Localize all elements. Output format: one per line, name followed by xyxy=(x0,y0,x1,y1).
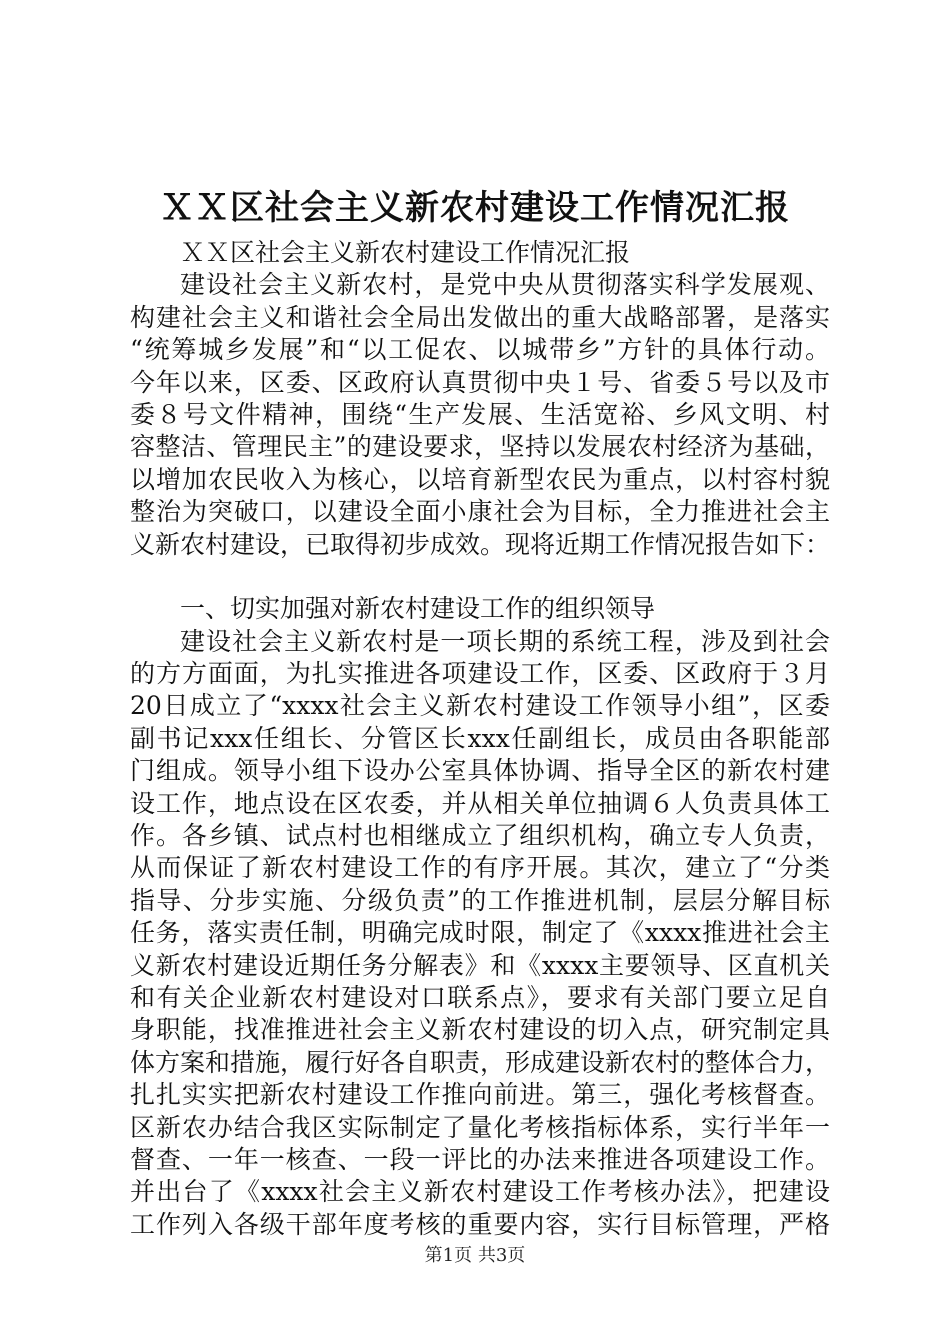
paragraph-line: 建设社会主义新农村，是党中央从贯彻落实科学发展观、 xyxy=(180,270,830,300)
paragraph-line: 扎扎实实把新农村建设工作推向前进。第三，强化考核督查。 xyxy=(130,1080,830,1110)
paragraph-2 xyxy=(130,626,830,1241)
page-number-footer: 第1页 共3页 xyxy=(424,1245,526,1266)
paragraph-line: 今年以来，区委、区政府认真贯彻中央１号、省委５号以及市 xyxy=(130,367,830,397)
paragraph-line: “统筹城乡发展”和“以工促农、以城带乡”方针的具体行动。 xyxy=(130,335,830,365)
blank-line xyxy=(130,561,830,593)
paragraph-line: 容整洁、管理民主”的建设要求，坚持以发展农村经济为基础， xyxy=(130,432,830,462)
paragraph-line: 和有关企业新农村建设对口联系点》，要求有关部门要立足自 xyxy=(130,982,830,1012)
paragraph-line: 工作列入各级干部年度考核的重要内容，实行目标管理，严格 xyxy=(130,1209,830,1239)
paragraph-line: 以增加农民收入为核心，以培育新型农民为重点，以村容村貌 xyxy=(130,464,830,494)
paragraph-line: 建设社会主义新农村是一项长期的系统工程，涉及到社会 xyxy=(180,626,830,656)
paragraph-line: 身职能，找准推进社会主义新农村建设的切入点，研究制定具 xyxy=(130,1015,830,1045)
document-body xyxy=(130,237,830,1241)
paragraph-line: 委８号文件精神，围绕“生产发展、生活宽裕、乡风文明、村 xyxy=(130,399,830,429)
paragraph-line: 督查、一年一核查、一段一评比的办法来推进各项建设工作。 xyxy=(130,1144,830,1174)
paragraph-line: 的方方面面，为扎实推进各项建设工作，区委、区政府于３月 xyxy=(130,659,830,689)
paragraph-line: 从而保证了新农村建设工作的有序开展。其次，建立了“分类 xyxy=(130,853,830,883)
paragraph-line: 并出台了《xxxx社会主义新农村建设工作考核办法》，把建设 xyxy=(130,1177,830,1207)
paragraph-line: 任务，落实责任制，明确完成时限，制定了《xxxx推进社会主 xyxy=(130,918,830,948)
paragraph-1 xyxy=(130,269,830,561)
paragraph-line: 区新农办结合我区实际制定了量化考核指标体系，实行半年一 xyxy=(130,1112,830,1142)
paragraph-line: 作。各乡镇、试点村也相继成立了组织机构，确立专人负责， xyxy=(130,821,830,851)
paragraph-line: 构建社会主义和谐社会全局出发做出的重大战略部署，是落实 xyxy=(130,302,830,332)
paragraph-line: 设工作，地点设在区农委，并从相关单位抽调６人负责具体工 xyxy=(130,788,830,818)
paragraph-line: 20日成立了“xxxx社会主义新农村建设工作领导小组”，区委 xyxy=(130,691,830,721)
document-subtitle: ＸＸ区社会主义新农村建设工作情况汇报 xyxy=(180,238,631,267)
section-heading: 一、切实加强对新农村建设工作的组织领导 xyxy=(180,594,656,624)
paragraph-line: 副书记xxx任组长、分管区长xxx任副组长，成员由各职能部 xyxy=(130,723,830,753)
paragraph-line: 义新农村建设近期任务分解表》和《xxxx主要领导、区直机关 xyxy=(130,950,830,980)
document-title: ＸＸ区社会主义新农村建设工作情况汇报 xyxy=(160,188,790,228)
paragraph-line: 义新农村建设，已取得初步成效。现将近期工作情况报告如下： xyxy=(130,529,830,559)
paragraph-line: 整治为突破口，以建设全面小康社会为目标，全力推进社会主 xyxy=(130,497,830,527)
paragraph-line: 指导、分步实施、分级负责”的工作推进机制，层层分解目标 xyxy=(130,885,830,915)
paragraph-line: 体方案和措施，履行好各自职责，形成建设新农村的整体合力， xyxy=(130,1047,830,1077)
paragraph-line: 门组成。领导小组下设办公室具体协调、指导全区的新农村建 xyxy=(130,756,830,786)
